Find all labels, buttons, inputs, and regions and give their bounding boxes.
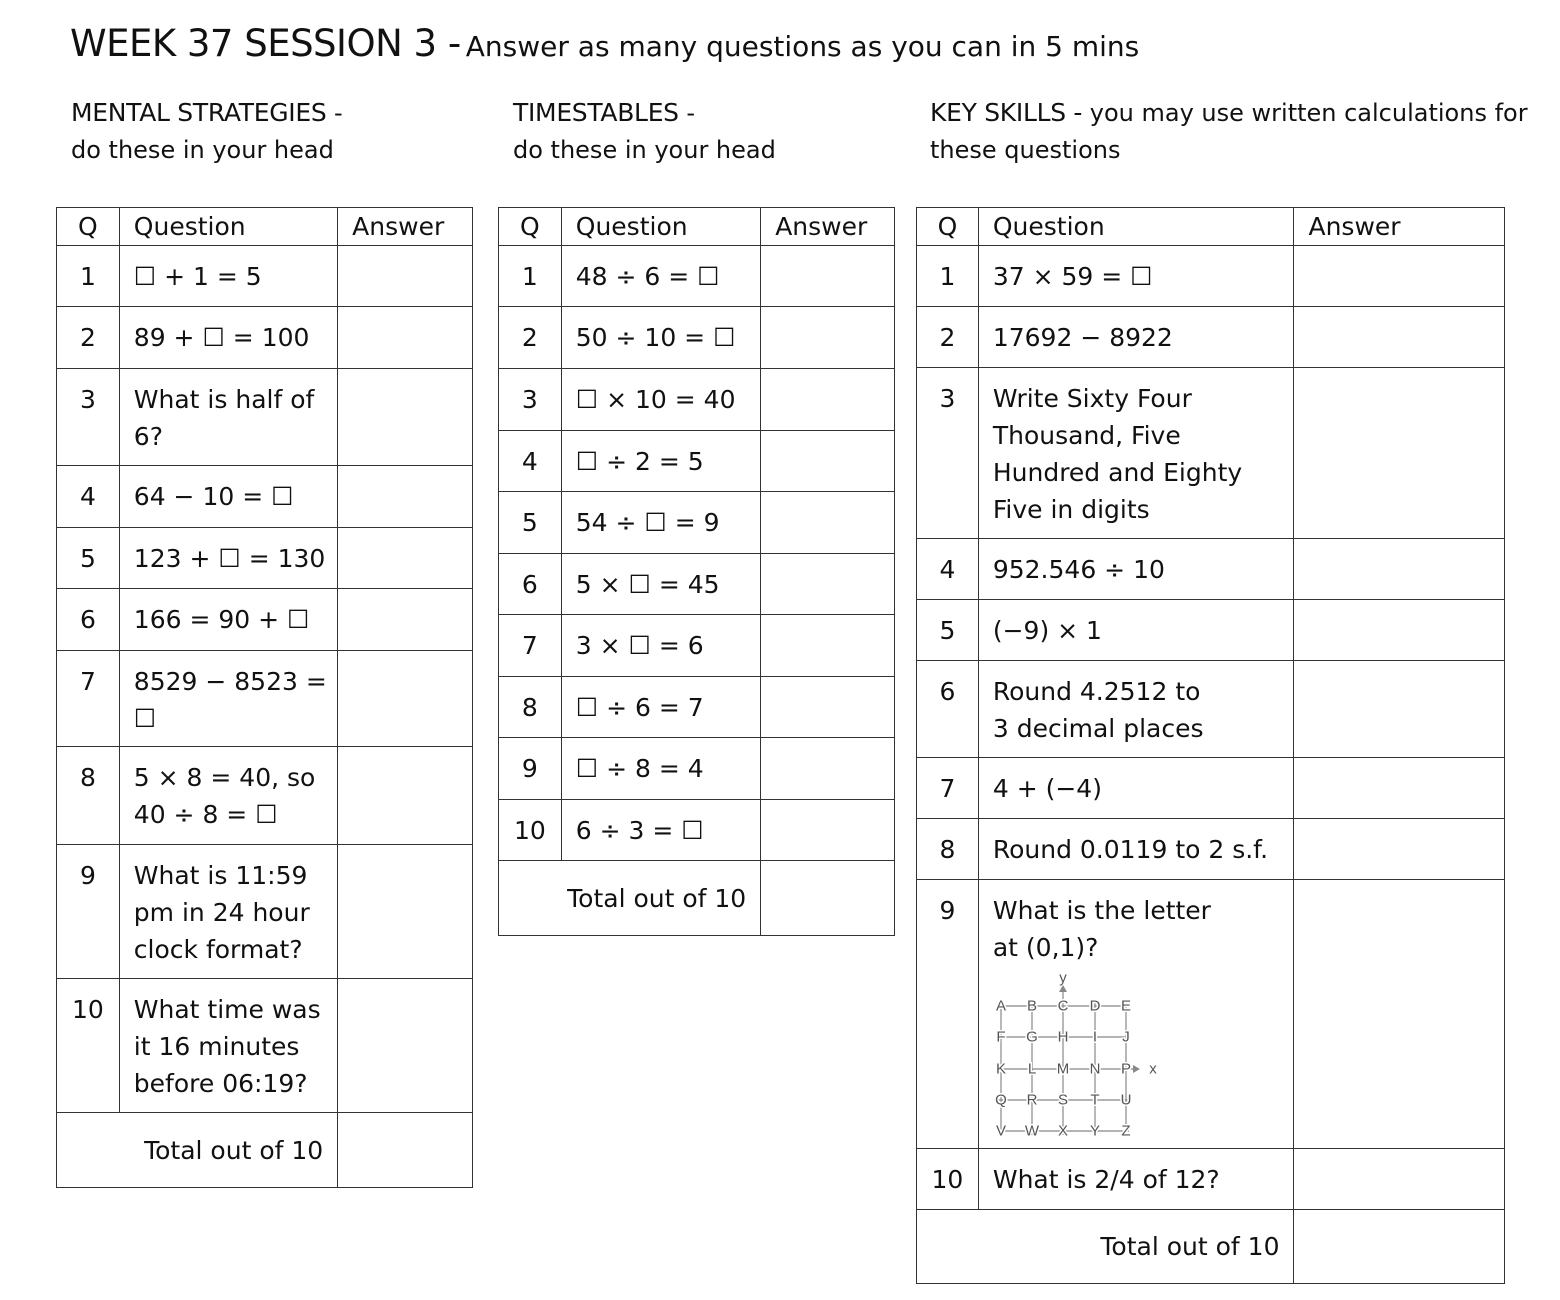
timestables-table [498,207,895,936]
answer-cell[interactable] [338,369,473,466]
col-header-q: Q [499,208,562,246]
grid-letter: Z [1121,1122,1131,1140]
table-row: 7 8529 − 8523 = ☐ [57,651,473,747]
answer-cell[interactable] [338,528,473,589]
col-header-answer: Answer [338,208,473,246]
answer-cell[interactable] [1294,539,1505,600]
answer-cell[interactable] [761,615,895,677]
table-row: 9 What is the letter at (0,1)? y x A B C D E F G H I J K L M N P Q R S T U V W X Y Z [917,880,1505,1149]
col-header-question: Question [119,208,337,246]
answer-cell[interactable] [338,845,473,979]
section-heading-keyskills: KEY SKILLS - you may use written calculations for these questions [930,98,1528,164]
grid-letter: W [1024,1122,1039,1140]
answer-cell[interactable] [1294,368,1505,539]
answer-cell[interactable] [1294,819,1505,880]
table-row: 6 166 = 90 + ☐ [57,589,473,651]
total-answer-cell[interactable] [338,1113,473,1188]
grid-letter: U [1120,1091,1132,1109]
total-row [499,861,895,936]
section-heading-timestables: TIMESTABLES - do these in your head [513,98,776,164]
grid-letter: X [1057,1122,1068,1140]
answer-cell[interactable] [338,246,473,307]
table-row: 4 ☐ ÷ 2 = 5 [499,431,895,492]
answer-cell[interactable] [338,589,473,651]
grid-letter: H [1057,1028,1069,1046]
col-header-question: Question [978,208,1294,246]
col-header-q: Q [917,208,979,246]
grid-letter: M [1056,1060,1070,1078]
letter-grid-diagram [993,972,1163,1144]
grid-letter: J [1122,1028,1130,1046]
answer-cell[interactable] [1294,1149,1505,1210]
key-skills-table [916,207,1505,1284]
answer-cell[interactable] [338,979,473,1113]
answer-cell[interactable] [761,369,895,431]
grid-letter: K [995,1060,1006,1078]
axis-label-y: y [1059,972,1067,987]
grid-letter: D [1089,997,1101,1015]
total-label: Total out of 10 [499,861,761,936]
table-row: 8 5 × 8 = 40, so 40 ÷ 8 = ☐ [57,747,473,845]
table-row: 5 54 ÷ ☐ = 9 [499,492,895,554]
grid-letter: E [1120,997,1131,1015]
table-row: 3 ☐ × 10 = 40 [499,369,895,431]
answer-cell[interactable] [761,738,895,800]
table-row: 1 37 × 59 = ☐ [917,246,1505,307]
table-row: 8 ☐ ÷ 6 = 7 [499,677,895,738]
total-label: Total out of 10 [57,1113,338,1188]
grid-letter: I [1092,1028,1097,1046]
section-heading-mental: MENTAL STRATEGIES - do these in your head [71,98,343,164]
col-header-answer: Answer [1294,208,1505,246]
col-header-q: Q [57,208,120,246]
table-row: 1 ☐ + 1 = 5 [57,246,473,307]
answer-cell[interactable] [761,800,895,861]
answer-cell[interactable] [338,747,473,845]
answer-cell[interactable] [338,307,473,369]
answer-cell[interactable] [338,651,473,747]
answer-cell[interactable] [1294,880,1505,1149]
answer-cell[interactable] [1294,758,1505,819]
table-row: 4 64 − 10 = ☐ [57,466,473,528]
answer-cell[interactable] [338,466,473,528]
grid-letter: N [1089,1060,1101,1078]
table-row: 5 (−9) × 1 [917,600,1505,661]
question-text: What is the letter at (0,1)? [992,896,1211,962]
table-row: 3 Write Sixty Four Thousand, Five Hundred and Eighty Five in digits [917,368,1505,539]
answer-cell[interactable] [1294,307,1505,368]
grid-letter: B [1026,997,1037,1015]
table-row: 2 89 + ☐ = 100 [57,307,473,369]
col-header-question: Question [561,208,760,246]
total-label: Total out of 10 [917,1210,1294,1284]
total-answer-cell[interactable] [761,861,895,936]
x-axis-arrow-icon [1133,1065,1140,1073]
grid-letter: Y [1089,1122,1100,1140]
table-row: 2 17692 − 8922 [917,307,1505,368]
table-row: 10 What is 2/4 of 12? [917,1149,1505,1210]
grid-letter: L [1027,1060,1037,1078]
total-answer-cell[interactable] [1294,1210,1505,1284]
answer-cell[interactable] [761,307,895,369]
table-row: 2 50 ÷ 10 = ☐ [499,307,895,369]
grid-letter: P [1120,1060,1131,1078]
table-row: 6 Round 4.2512 to 3 decimal places [917,661,1505,758]
answer-cell[interactable] [761,431,895,492]
table-row: 7 3 × ☐ = 6 [499,615,895,677]
title-instructions: Answer as many questions as you can in 5 mins [465,30,1140,63]
table-row: 9 What is 11:59 pm in 24 hour clock format? [57,845,473,979]
answer-cell[interactable] [761,246,895,307]
grid-letter: R [1026,1091,1038,1109]
answer-cell[interactable] [1294,600,1505,661]
grid-letter: Q [995,1091,1007,1109]
total-row [57,1113,473,1188]
total-row [917,1210,1505,1284]
grid-letter: S [1057,1091,1068,1109]
table-row: 5 123 + ☐ = 130 [57,528,473,589]
mental-strategies-table [56,207,473,1188]
table-row: 3 What is half of 6? [57,369,473,466]
answer-cell[interactable] [1294,246,1505,307]
col-header-answer: Answer [761,208,895,246]
answer-cell[interactable] [761,492,895,554]
answer-cell[interactable] [761,677,895,738]
grid-letter: F [996,1028,1006,1046]
grid-letter: C [1057,997,1069,1015]
table-row: 10 6 ÷ 3 = ☐ [499,800,895,861]
title-main: WEEK 37 SESSION 3 - [70,22,461,65]
grid-letter: G [1026,1028,1038,1046]
grid-letter: A [995,997,1006,1015]
table-row: 9 ☐ ÷ 8 = 4 [499,738,895,800]
table-row: 1 48 ÷ 6 = ☐ [499,246,895,307]
worksheet-title [70,22,1139,65]
table-row: 7 4 + (−4) [917,758,1505,819]
grid-letter: T [1090,1091,1100,1109]
table-row: 6 5 × ☐ = 45 [499,554,895,615]
answer-cell[interactable] [761,554,895,615]
table-row: 10 What time was it 16 minutes before 06:19? [57,979,473,1113]
grid-letter: V [995,1122,1006,1140]
table-row: 8 Round 0.0119 to 2 s.f. [917,819,1505,880]
answer-cell[interactable] [1294,661,1505,758]
table-row: 4 952.546 ÷ 10 [917,539,1505,600]
axis-label-x: x [1149,1060,1157,1078]
